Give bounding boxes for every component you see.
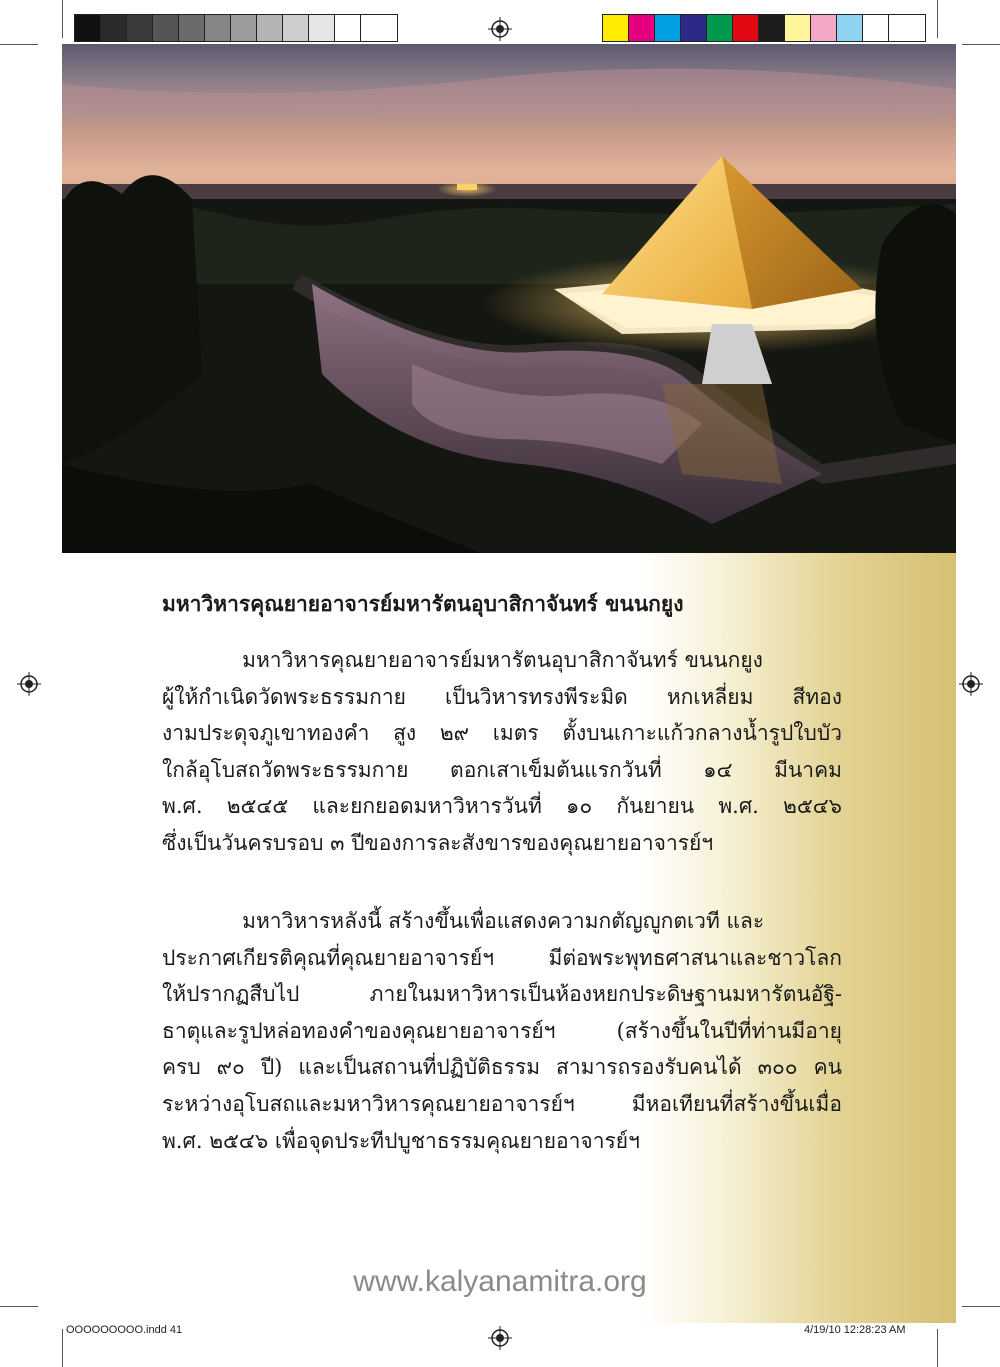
color-swatch: [603, 15, 629, 41]
color-swatch: [655, 15, 681, 41]
color-swatch: [75, 15, 101, 41]
text-line: ให้ปรากฏสืบไป ภายในมหาวิหารเป็นห้องหยกประดิษฐานมหารัตนอัฐิ-: [162, 982, 842, 1007]
text-line: งามประดุจภูเขาทองคำ สูง ๒๙ เมตร ตั้งบนเกาะแก้วกลางน้ำรูปใบบัว: [162, 721, 842, 746]
color-swatch: [863, 15, 889, 41]
pyramid-photo: [62, 44, 956, 553]
color-swatch: [101, 15, 127, 41]
crop-mark: [962, 1306, 1000, 1307]
color-swatch: [231, 15, 257, 41]
crop-mark: [62, 1329, 63, 1367]
text-line: ใกล้อุโบสถวัดพระธรรมกาย ตอกเสาเข็มต้นแรกวันที่ ๑๔ มีนาคม: [162, 757, 842, 782]
text-line: มหาวิหารคุณยายอาจารย์มหารัตนอุบาสิกาจันทร์ ขนนกยูง: [162, 648, 763, 672]
color-swatch: [707, 15, 733, 41]
text-line: พ.ศ. ๒๕๔๕ และยกยอดมหาวิหารวันที่ ๑๐ กันยายน พ.ศ. ๒๕๔๖: [162, 794, 842, 819]
article-paragraph-2: [162, 903, 842, 1159]
color-swatch: [811, 15, 837, 41]
crop-mark: [937, 0, 938, 38]
slug-timestamp: 4/19/10 12:28:23 AM: [804, 1324, 906, 1336]
crop-mark: [937, 1329, 938, 1367]
registration-mark-left: [17, 672, 41, 696]
golden-pyramid-photo-icon: [62, 44, 956, 553]
crop-mark: [0, 44, 38, 45]
website-url[interactable]: www.kalyanamitra.org: [353, 1265, 647, 1298]
crosshair-icon: [17, 672, 41, 696]
text-line: ประกาศเกียรติคุณที่คุณยายอาจารย์ฯ มีต่อพระพุทธศาสนาและชาวโลก: [162, 945, 842, 970]
color-swatch: [309, 15, 335, 41]
text-line: มหาวิหารหลังนี้ สร้างขึ้นเพื่อแสดงความกตัญญูกตเวที และ: [162, 909, 765, 933]
slug-filename: ΟΟΟΟΟΟΟΟΟ.indd 41: [66, 1324, 183, 1336]
color-swatch: [733, 15, 759, 41]
text-line: ครบ ๙๐ ปี) และเป็นสถานที่ปฏิบัติธรรม สามารถรองรับคนได้ ๓๐๐ คน: [162, 1055, 842, 1080]
color-swatch: [759, 15, 785, 41]
text-line: พ.ศ. ๒๕๔๖ เพื่อจุดประทีปบูชาธรรมคุณยายอาจารย์ฯ: [162, 1128, 640, 1153]
color-swatch: [179, 15, 205, 41]
color-swatch: [335, 15, 361, 41]
crop-mark: [0, 1306, 38, 1307]
crop-mark: [62, 0, 63, 38]
crop-mark: [962, 44, 1000, 45]
registration-mark-right: [959, 672, 983, 696]
color-swatch: [127, 15, 153, 41]
color-swatch: [283, 15, 309, 41]
text-line: ระหว่างอุโบสถและมหาวิหารคุณยายอาจารย์ฯ มีหอเทียนที่สร้างขึ้นเมื่อ: [162, 1091, 842, 1116]
crosshair-icon: [488, 1326, 512, 1350]
registration-mark-top: [488, 17, 512, 41]
color-swatch: [629, 15, 655, 41]
crosshair-icon: [488, 17, 512, 41]
color-swatch: [361, 15, 387, 41]
color-swatch: [205, 15, 231, 41]
article-paragraph-1: [162, 642, 842, 862]
registration-mark-bottom: [488, 1326, 512, 1350]
grayscale-color-bar: [74, 14, 398, 42]
color-swatch: [837, 15, 863, 41]
color-swatch: [257, 15, 283, 41]
color-swatch: [785, 15, 811, 41]
text-line: ธาตุและรูปหล่อทองคำของคุณยายอาจารย์ฯ (สร้างขึ้นในปีที่ท่านมีอายุ: [162, 1018, 842, 1043]
text-line: ผู้ให้กำเนิดวัดพระธรรมกาย เป็นวิหารทรงพีระมิด หกเหลี่ยม สีทอง: [162, 684, 842, 709]
color-swatch: [681, 15, 707, 41]
article-heading: มหาวิหารคุณยายอาจารย์มหารัตนอุบาสิกาจันทร์ ขนนกยูง: [162, 591, 684, 616]
process-color-bar: [602, 14, 926, 42]
text-line: ซึ่งเป็นวันครบรอบ ๓ ปีของการละสังขารของคุณยายอาจารย์ฯ: [162, 830, 714, 855]
crosshair-icon: [959, 672, 983, 696]
color-swatch: [153, 15, 179, 41]
color-swatch: [889, 15, 915, 41]
